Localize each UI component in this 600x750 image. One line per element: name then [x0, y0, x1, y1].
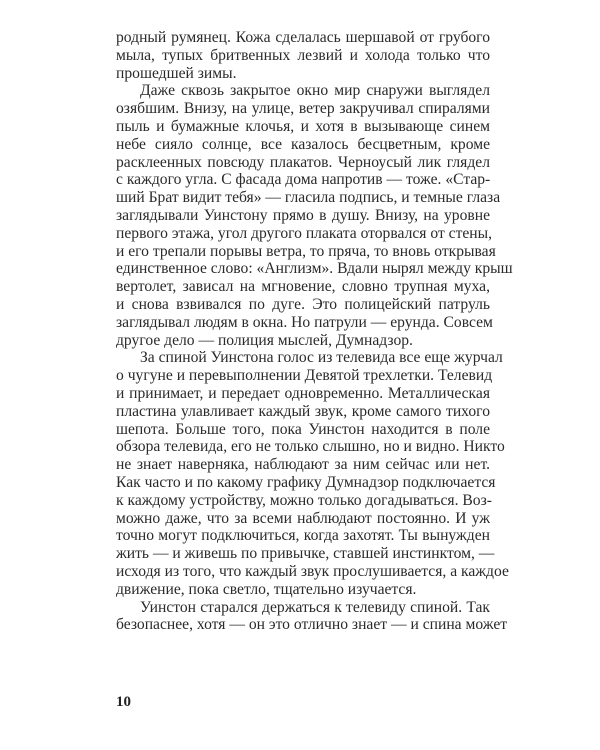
text-line: прошедшей зимы. [116, 64, 237, 82]
text-line: жить — и живешь по привычке, ставшей инстинктом, — [116, 545, 495, 563]
text-line: ший Брат видит тебя» — гласила подпись, и темные глаза [116, 189, 501, 207]
text-line: заглядывал людям в окна. Но патрули — ерунда. Совсем [116, 313, 493, 331]
text-line: Даже сквозь закрытое окно мир снаружи выглядел [140, 82, 490, 100]
paragraph [116, 349, 509, 598]
text-line: мыла, тупых бритвенных лезвий и холода только что [116, 46, 490, 64]
text-line: исходя из того, что каждый звук прослушивается, а каждое [116, 562, 509, 580]
text-line: с каждого угла. С фасада дома напротив — тоже. «Стар- [116, 171, 491, 189]
text-line: безопаснее, хотя — он это отлично знает — и спина может [116, 616, 508, 634]
text-line: первого этажа, угол другого плаката оторвался от стены, [116, 224, 493, 242]
text-line: заглядывали Уинстону прямо в душу. Внизу, на уровне [116, 206, 490, 224]
text-line: Как часто и по какому графику Думнадзор подключается [116, 473, 496, 491]
paragraph [116, 82, 513, 349]
text-line: о чугуне и перевыполнении Девятой трехлетки. Телевид [116, 367, 493, 385]
text-line: и принимает, и передает одновременно. Металлическая [116, 384, 490, 402]
text-line: другое дело — полиция мыслей, Думнадзор. [116, 331, 413, 349]
text-line: единственное слово: «Англизм». Вдали нырял между крыш [116, 260, 513, 278]
text-line: небе сияло солнце, все казалось бесцветным, кроме [116, 135, 490, 153]
text-line: не знает наверняка, наблюдают за ним сейчас или нет. [116, 456, 490, 474]
text-line: шепота. Больше того, пока Уинстон находится в поле [116, 420, 490, 438]
text-line: вертолет, зависал на мгновение, словно трупная муха, [116, 278, 490, 296]
text-line: точно могут подключиться, когда захотят. Ты вынужден [116, 527, 490, 545]
page-body [116, 29, 513, 634]
text-line: За спиной Уинстона голос из телевида все еще журчал [140, 349, 503, 367]
text-line: и снова взвивался по дуге. Это полицейский патруль [116, 295, 490, 313]
text-line: обзора телевида, его не только слышно, но и видно. Никто [116, 438, 505, 456]
text-line: пыль и бумажные клочья, и хотя в вызывающе синем [116, 117, 490, 135]
text-line: можно даже, что за всеми наблюдают постоянно. И уж [116, 509, 490, 527]
text-line: родный румянец. Кожа сделалась шершавой от грубого [116, 29, 490, 46]
text-line: Уинстон старался держаться к телевиду спиной. Так [140, 598, 490, 616]
text-line: пластина улавливает каждый звук, кроме самого тихого [116, 402, 490, 420]
text-line: к каждому устройству, можно только догадываться. Воз- [116, 491, 492, 509]
text-line: и его трепали порывы ветра, то пряча, то вновь открывая [116, 242, 496, 260]
paragraph [116, 598, 508, 635]
page-number: 10 [116, 694, 131, 710]
paragraph [116, 29, 490, 82]
text-line: озябшим. Внизу, на улице, ветер закручивал спиралями [116, 100, 490, 118]
text-line: движение, пока светло, тщательно изучается. [116, 580, 417, 598]
text-line: расклеенных повсюду плакатов. Черноусый лик глядел [116, 153, 490, 171]
